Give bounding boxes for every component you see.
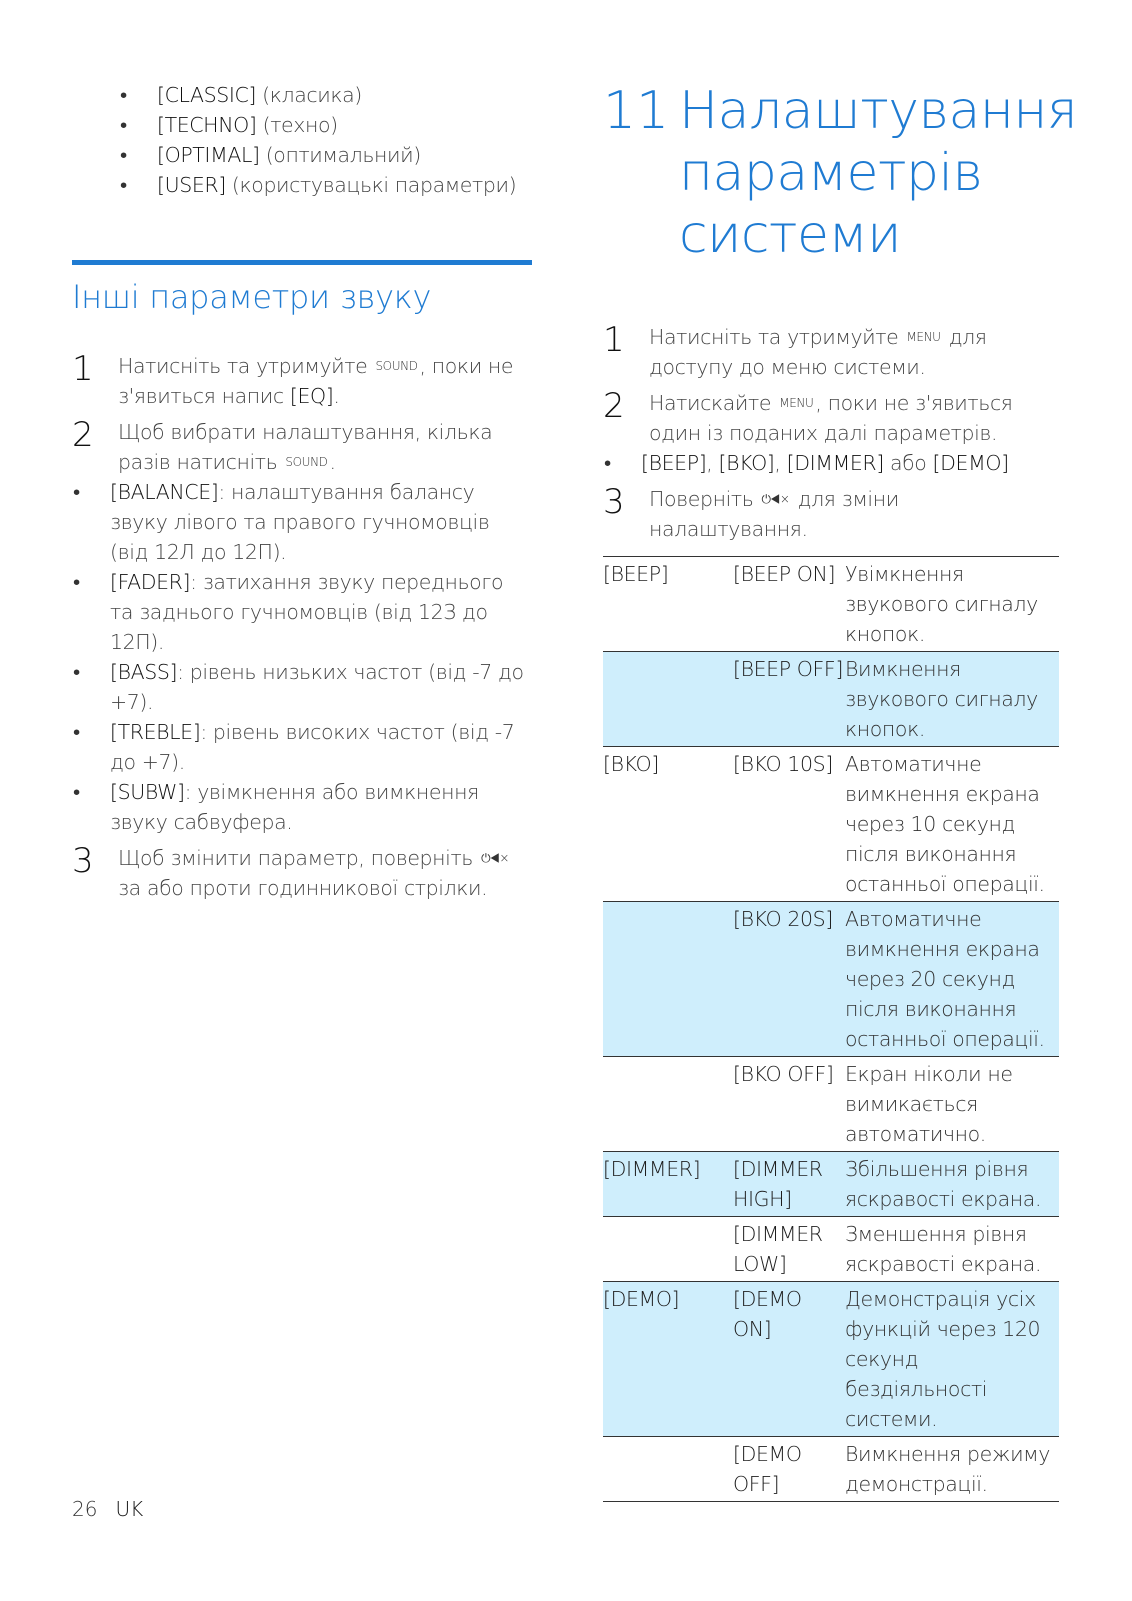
param-key: [DIMMER] [786,451,884,475]
list-item [72,80,532,110]
step-text: . [333,384,340,408]
system-steps [603,322,1063,544]
separator: , [706,451,719,475]
step-number: 2 [72,415,94,455]
setting-option: [BEEP ON] [733,562,836,586]
setting-description: Автоматичне вимкнення екрана через 10 секунд після виконання останньої операції. [845,752,1045,896]
preset-key: [USER] [157,173,226,197]
step-2 [72,417,532,477]
step-3 [72,843,532,903]
setting-description: Вимкнення звукового сигналу кнопок. [845,652,1059,747]
settings-table [603,556,1059,1502]
table-row [603,1217,1059,1282]
volume-knob-icon: ⏻◀× [761,492,790,506]
setting-name [603,1057,733,1152]
param-key: [BASS] [110,660,178,684]
eq-preset-list [72,80,532,200]
setting-description: Демонстрація усіх функцій через 120 секунд бездіяльності системи. [845,1282,1059,1437]
setting-option: [BKO OFF] [733,1062,834,1086]
list-item [72,170,532,200]
setting-name: [BEEP] [603,562,669,586]
table-row [603,747,1059,902]
step-text: Натисніть та утримуйте [649,325,905,349]
chapter-number: 11 [603,81,670,141]
step-text: , поки не з'явиться напис [118,354,514,408]
setting-name [603,1217,733,1282]
param-key: [FADER] [110,570,191,594]
param-key: [SUBW] [110,780,185,804]
param-desc: : налаштування балансу звуку лівого та правого гучномовців (від 12Л до 12П). [110,480,490,564]
step-text: Натискайте [649,391,778,415]
sound-steps [72,351,532,903]
setting-name: [DEMO] [603,1282,733,1437]
preset-desc: (користувацькі параметри) [225,173,517,197]
table-row [603,1282,1059,1437]
setting-name: [BKO] [603,752,659,776]
sound-icon: SOUND [285,455,328,469]
step-text: для доступу до меню системи. [649,325,987,379]
step-number: 1 [603,320,625,360]
page-number: 26 [72,1497,98,1521]
menu-icon: MENU [779,396,814,410]
list-item [25,567,532,657]
param-desc: : увімкнення або вимкнення звуку сабвуфера. [110,780,479,834]
setting-option: [DIMMER LOW] [733,1222,823,1276]
param-desc: : затихання звуку переднього та заднього гучномовців (від 12З до 12П). [110,570,504,654]
step-text: , поки не з'явиться один із поданих далі параметрів. [649,391,1013,445]
param-desc: : рівень низьких частот (від -7 до +7). [110,660,524,714]
step-2 [603,388,1063,448]
chapter-title: Налаштування параметрів системи [679,81,1078,265]
step-text: Натисніть та утримуйте [118,354,374,378]
table-row [603,1057,1059,1152]
sound-icon: SOUND [375,359,418,373]
language-code: UK [115,1497,144,1521]
setting-name: [DIMMER] [603,1152,733,1217]
setting-name [603,652,733,747]
section-divider [72,260,532,265]
volume-knob-icon: ⏻◀× [481,851,510,865]
setting-option: [DEMO ON] [733,1282,845,1437]
step-number: 3 [603,482,625,522]
preset-desc: (техно) [256,113,338,137]
step-key: [EQ] [289,384,334,408]
step-1 [603,322,1063,382]
table-row [603,652,1059,747]
preset-key: [OPTIMAL] [157,143,260,167]
step-number: 3 [72,841,94,881]
step-text: Щоб вибрати налаштування, кілька разів натисніть [118,420,493,474]
setting-description: Вимкнення режиму демонстрації. [845,1442,1050,1496]
step-text: для зміни налаштування. [649,487,899,541]
table-row [603,1437,1059,1502]
preset-desc: (оптимальний) [259,143,421,167]
param-key: [TREBLE] [110,720,201,744]
table-row [603,557,1059,652]
separator: , [774,451,787,475]
preset-key: [TECHNO] [157,113,257,137]
sound-param-list [25,477,532,837]
list-item [25,777,532,837]
setting-description: Автоматичне вимкнення екрана через 20 секунд після виконання останньої операції. [845,902,1059,1057]
step-1 [72,351,532,411]
list-item [25,657,532,717]
right-column [603,80,1078,1502]
chapter-heading [603,80,1078,266]
list-item [25,717,532,777]
setting-description: Екран ніколи не вимикається автоматично. [845,1062,1013,1146]
list-item [25,477,532,567]
step-text: за або проти годинникової стрілки. [118,876,488,900]
setting-option: [BKO 20S] [733,902,845,1057]
param-key: [BALANCE] [110,480,219,504]
step-number: 1 [72,349,94,389]
list-item [72,110,532,140]
setting-description: Зменшення рівня яскравості екрана. [845,1222,1042,1276]
table-row [603,902,1059,1057]
setting-option: [BKO 10S] [733,752,833,776]
param-key: [DEMO] [932,451,1009,475]
param-key: [BKO] [718,451,775,475]
preset-key: [CLASSIC] [157,83,257,107]
left-column [72,80,532,903]
step-text: Щоб змінити параметр, поверніть [118,846,480,870]
setting-option: [DIMMER HIGH] [733,1152,845,1217]
step-number: 2 [603,386,625,426]
separator: або [883,451,933,475]
setting-name [603,1437,733,1502]
step-text: Поверніть [649,487,760,511]
table-row [603,1152,1059,1217]
list-item [72,140,532,170]
setting-name [603,902,733,1057]
setting-description: Увімкнення звукового сигналу кнопок. [845,562,1038,646]
system-param-list [556,448,1063,478]
setting-description: Збільшення рівня яскравості екрана. [845,1152,1059,1217]
preset-desc: (класика) [256,83,362,107]
setting-option: [DEMO OFF] [733,1442,802,1496]
param-key: [BEEP] [641,451,707,475]
step-text: . [329,450,336,474]
list-item [556,448,1063,478]
section-title: Інші параметри звуку [72,278,432,316]
page-footer [72,1497,143,1521]
param-desc: : рівень високих частот (від -7 до +7). [110,720,515,774]
setting-option: [BEEP OFF] [733,652,845,747]
menu-icon: MENU [906,330,941,344]
step-3 [603,484,1063,544]
